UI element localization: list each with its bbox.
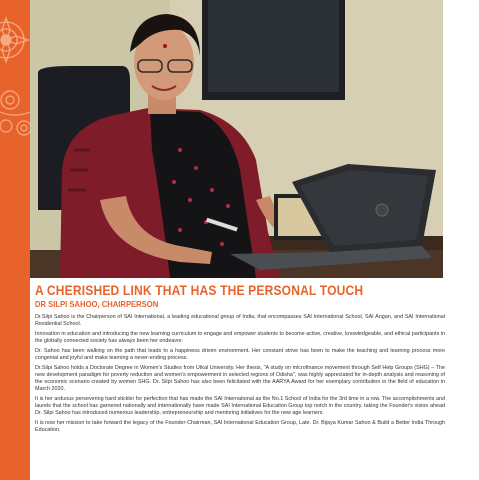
article-paragraph-4: Dr.Silpi Sahoo holds a Doctorate Degree in Women's Studies from Utkal University. Her thesis, "A study on microfinance movement through Self Help Groups (SHG) – The new development paradigm for poverty reduction and women's empowerment in selected regions of Odisha", was highly appreciated for in-depth analysis and reasoning of the economic scenario created by women SHG. Dr. Silpi Sahoo has also been felicitated with the AARYA Award for her exemplary contribution in the field of education in March 2020. <box>35 365 445 392</box>
portrait-illustration <box>30 0 443 278</box>
article-paragraph-1: Dr.Silpi Sahoo is the Chairperson of SAI International, a leading educational group of India, that encompasses SAI International School, SAI Angan, and SAI International Residential School. <box>35 314 445 327</box>
article-headline: A CHERISHED LINK THAT HAS THE PERSONAL TOUCH <box>35 282 364 298</box>
article-byline: DR SILPI SAHOO, CHAIRPERSON <box>35 299 159 309</box>
article-paragraph-3: Dr. Sahoo has been walking on the path that leads to a happiness driven environment. Her constant strive has been to make the teaching and learning process more congenial and joyful and make learning a never-ending process. <box>35 348 445 361</box>
article <box>35 282 445 437</box>
article-paragraph-5: It is her arduous persevering hard stickler for perfection that has made the SAI International as the No.1 School of India for the 3rd time in a row. The accomplishments and laurels that the school has garnered nationally and internationally have made SAI International Education Group top notch in the country. taking the Founder's vision ahead Dr. Silpi Sahoo has introduced numerous leadership, entrepreneurship and mentoring initiatives for the new age learners. <box>35 395 445 416</box>
article-paragraph-2: Innovation in education and introducing the new learning curriculum to engage and empower students to become active, creative, knowledgeable, and ethical participants in the globally connected society has always been her endeavor. <box>35 331 445 344</box>
chairperson-photo <box>30 0 443 278</box>
mandala-pattern-icon <box>0 0 30 480</box>
decorative-sidebar <box>0 0 30 480</box>
article-paragraph-6: It is now her mission to take forward the legacy of the Founder-Chairman, SAI International Education Group, Late. Dr. Bijaya Kumar Sahoo & Build a Better India Through Education. <box>35 419 445 433</box>
